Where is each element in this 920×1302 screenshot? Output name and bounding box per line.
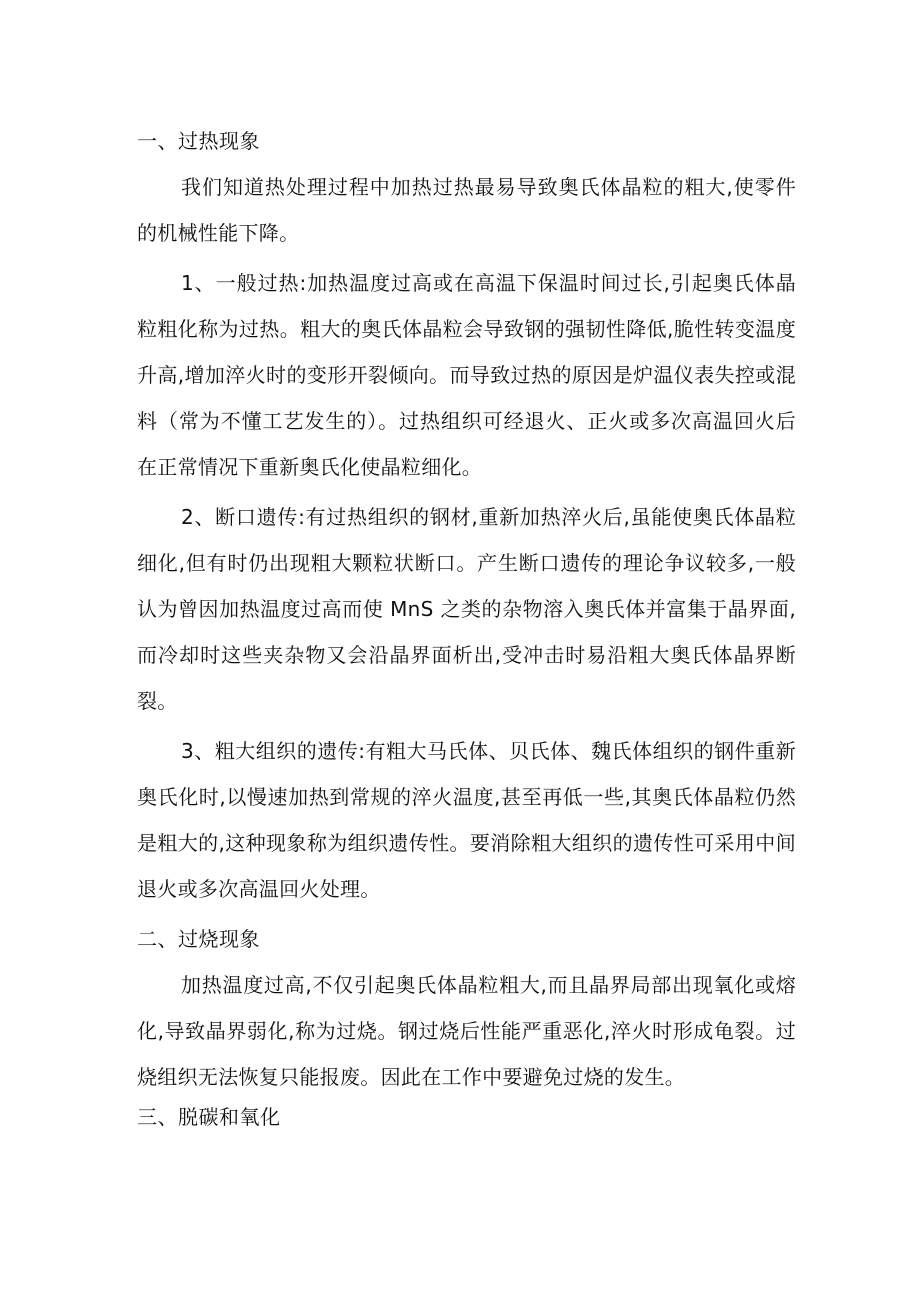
document-body — [137, 118, 796, 1134]
paragraph-structure-inheritance: 3、粗大组织的遗传:有粗大马氏体、贝氏体、魏氏体组织的钢件重新奥氏化时,以慢速加热到常规的淬火温度,甚至再低一些,其奥氏体晶粒仍然是粗大的,这种现象称为组织遗传性。要消除粗大组织的遗传性可采用中间退火或多次高温回火处理。 — [137, 739, 796, 901]
section-heading-overheating: 一、过热现象 — [137, 129, 260, 153]
paragraph-general-overheating: 1、一般过热:加热温度过高或在高温下保温时间过长,引起奥氏体晶粒粗化称为过热。粗大的奥氏体晶粒会导致钢的强韧性降低,脆性转变温度升高,增加淬火时的变形开裂倾向。而导致过热的原因是炉温仪表失控或混料（常为不懂工艺发生的）。过热组织可经退火、正火或多次高温回火后在正常情况下重新奥氏化使晶粒细化。 — [137, 271, 796, 479]
paragraph-intro: 我们知道热处理过程中加热过热最易导致奥氏体晶粒的粗大,使零件的机械性能下降。 — [137, 175, 796, 245]
paragraph-overburning: 加热温度过高,不仅引起奥氏体晶粒粗大,而且晶界局部出现氧化或熔化,导致晶界弱化,称为过烧。钢过烧后性能严重恶化,淬火时形成龟裂。过烧组织无法恢复只能报废。因此在工作中要避免过烧的发生。 — [137, 973, 796, 1089]
paragraph-fracture-inheritance: 2、断口遗传:有过热组织的钢材,重新加热淬火后,虽能使奥氏体晶粒细化,但有时仍出现粗大颗粒状断口。产生断口遗传的理论争议较多,一般认为曾因加热温度过高而使 MnS 之类的杂物溶入奥氏体并富集于晶界面,而冷却时这些夹杂物又会沿晶界面析出,受冲击时易沿粗大奥氏体晶界断裂。 — [137, 505, 796, 713]
section-heading-decarburization: 三、脱碳和氧化 — [137, 1105, 281, 1129]
section-heading-overburning: 二、过烧现象 — [137, 927, 260, 951]
